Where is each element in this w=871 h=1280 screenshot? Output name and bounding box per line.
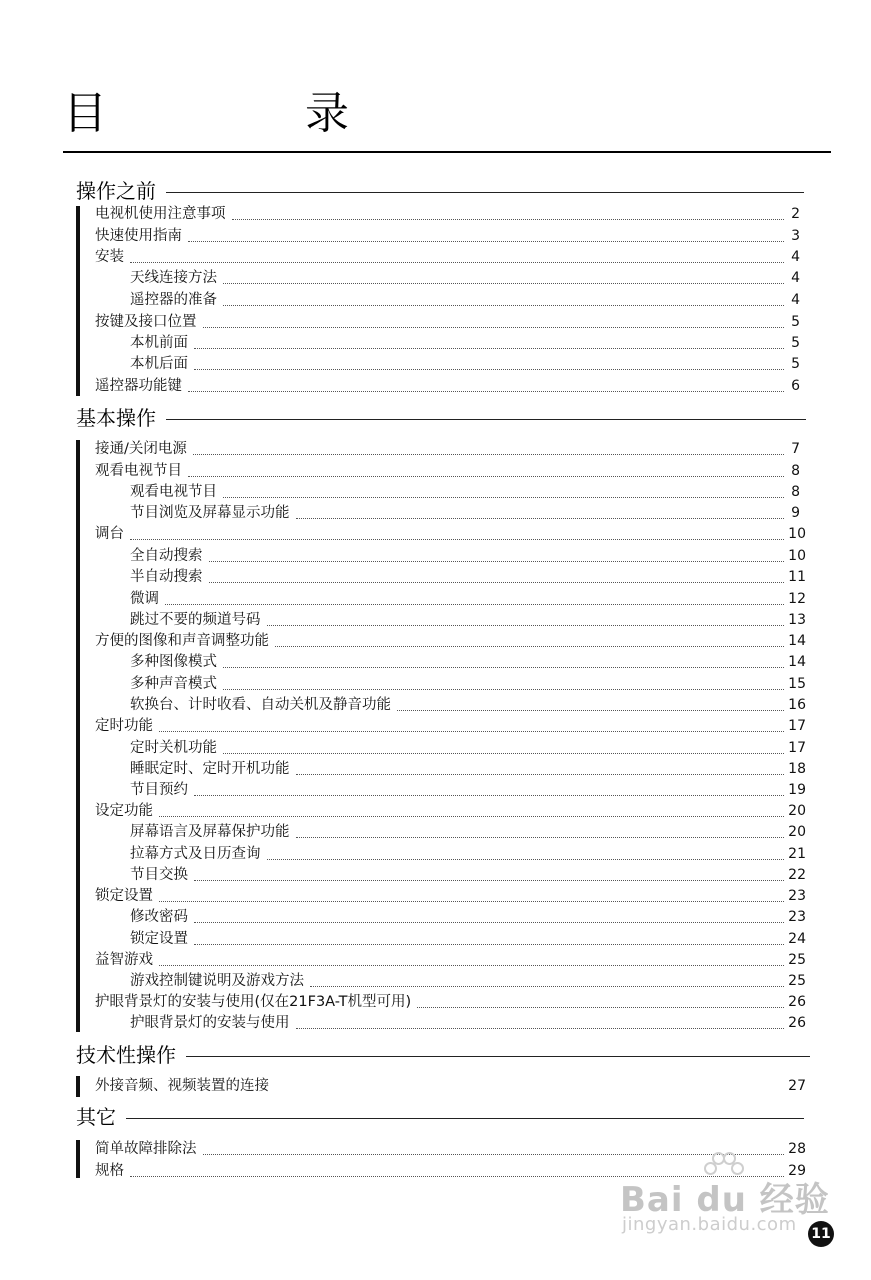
entry-page: 14 xyxy=(788,633,806,649)
dot-leader xyxy=(296,1028,785,1029)
dot-leader xyxy=(159,731,784,732)
entry-label: 定时功能 xyxy=(95,718,153,734)
dot-leader xyxy=(194,348,784,349)
dot-leader xyxy=(203,327,785,328)
section-title: 技术性操作 xyxy=(76,1043,176,1067)
toc-entry[interactable] xyxy=(95,716,806,737)
entry-label: 安装 xyxy=(95,249,124,265)
dot-leader xyxy=(159,901,784,902)
section-rule xyxy=(166,419,806,420)
entry-page: 27 xyxy=(788,1078,806,1094)
dot-leader xyxy=(165,604,784,605)
section-title: 基本操作 xyxy=(76,406,156,430)
entry-page: 24 xyxy=(788,931,806,947)
toc-entry[interactable] xyxy=(95,312,800,333)
toc-entry[interactable] xyxy=(95,886,806,907)
toc-entry[interactable] xyxy=(95,439,800,460)
section-rule xyxy=(126,1118,804,1119)
entry-page: 20 xyxy=(788,803,806,819)
entry-label: 本机前面 xyxy=(130,335,188,351)
toc-entry[interactable] xyxy=(95,226,800,247)
entry-page: 21 xyxy=(788,846,806,862)
entry-page: 5 xyxy=(791,356,800,372)
section-rule xyxy=(166,192,804,193)
entry-page: 12 xyxy=(788,591,806,607)
baidu-watermark xyxy=(620,1162,830,1252)
toc-subentry[interactable] xyxy=(130,780,806,801)
toc-entry[interactable] xyxy=(95,992,806,1013)
dot-leader xyxy=(194,944,784,945)
entry-label: 护眼背景灯的安装与使用 xyxy=(130,1015,290,1031)
entry-label: 半自动搜索 xyxy=(130,569,203,585)
dot-leader xyxy=(159,965,784,966)
entry-page: 13 xyxy=(788,612,806,628)
toc-entry[interactable] xyxy=(95,461,800,482)
entry-label: 天线连接方法 xyxy=(130,270,217,286)
section-title: 其它 xyxy=(76,1105,116,1129)
entry-page: 10 xyxy=(788,526,806,542)
toc-subentry[interactable] xyxy=(130,268,800,289)
section-heading-technical xyxy=(76,1042,810,1068)
entry-label: 护眼背景灯的安装与使用(仅在21F3A-T机型可用) xyxy=(95,994,412,1010)
entry-label: 快速使用指南 xyxy=(95,228,182,244)
entry-label: 游戏控制键说明及游戏方法 xyxy=(130,973,304,989)
dot-leader xyxy=(223,283,784,284)
entry-page: 15 xyxy=(788,676,806,692)
title-rule xyxy=(63,151,831,153)
entry-page: 5 xyxy=(791,314,800,330)
dot-leader xyxy=(194,369,784,370)
entry-label: 益智游戏 xyxy=(95,952,153,968)
entry-page: 23 xyxy=(788,909,806,925)
dot-leader xyxy=(188,391,784,392)
entry-label: 调台 xyxy=(95,526,124,542)
entry-label: 观看电视节目 xyxy=(95,463,182,479)
toc-subentry[interactable] xyxy=(130,354,800,375)
entry-label: 方便的图像和声音调整功能 xyxy=(95,633,269,649)
toc-subentry[interactable] xyxy=(130,844,806,865)
entry-page: 6 xyxy=(791,378,800,394)
section-bar xyxy=(76,1140,80,1178)
toc-subentry[interactable] xyxy=(130,503,800,524)
entry-page: 18 xyxy=(788,761,806,777)
toc-entry[interactable] xyxy=(95,801,806,822)
entry-label: 遥控器功能键 xyxy=(95,378,182,394)
toc-subentry[interactable] xyxy=(130,865,806,886)
entry-label: 跳过不要的频道号码 xyxy=(130,612,261,628)
section-heading-basic xyxy=(76,405,806,431)
entry-page: 3 xyxy=(791,228,800,244)
toc-subentry[interactable] xyxy=(130,738,806,759)
entry-page: 17 xyxy=(788,740,806,756)
entry-label: 屏幕语言及屏幕保护功能 xyxy=(130,824,290,840)
entry-page: 4 xyxy=(791,249,800,265)
entry-page: 2 xyxy=(791,206,800,222)
toc-entry[interactable] xyxy=(95,204,800,225)
page-title: 目 录 xyxy=(63,88,441,139)
toc-subentry[interactable] xyxy=(130,674,806,695)
entry-label: 观看电视节目 xyxy=(130,484,217,500)
toc-entry[interactable] xyxy=(95,1076,806,1097)
entry-page: 25 xyxy=(788,952,806,968)
entry-label: 睡眠定时、定时开机功能 xyxy=(130,761,290,777)
dot-leader xyxy=(417,1007,784,1008)
entry-page: 11 xyxy=(788,569,806,585)
entry-label: 设定功能 xyxy=(95,803,153,819)
entry-label: 软换台、计时收看、自动关机及静音功能 xyxy=(130,697,391,713)
dot-leader xyxy=(275,646,784,647)
dot-leader xyxy=(223,753,784,754)
toc-entry[interactable] xyxy=(95,247,800,268)
entry-label: 节目预约 xyxy=(130,782,188,798)
toc-entry[interactable] xyxy=(95,376,800,397)
entry-label: 锁定设置 xyxy=(95,888,153,904)
dot-leader xyxy=(296,518,785,519)
entry-page: 4 xyxy=(791,270,800,286)
entry-label: 定时关机功能 xyxy=(130,740,217,756)
dot-leader xyxy=(130,539,784,540)
toc-subentry[interactable] xyxy=(130,1013,806,1034)
entry-page: 8 xyxy=(791,484,800,500)
entry-label: 按键及接口位置 xyxy=(95,314,197,330)
dot-leader xyxy=(209,582,785,583)
page-number-badge: 11 xyxy=(808,1221,834,1247)
entry-page: 17 xyxy=(788,718,806,734)
entry-label: 全自动搜索 xyxy=(130,548,203,564)
toc-subentry[interactable] xyxy=(130,652,806,673)
entry-label: 多种声音模式 xyxy=(130,676,217,692)
toc-subentry[interactable] xyxy=(130,546,806,567)
entry-label: 接通/关闭电源 xyxy=(95,441,187,457)
entry-label: 规格 xyxy=(95,1163,124,1179)
toc-subentry[interactable] xyxy=(130,567,806,588)
dot-leader xyxy=(194,795,784,796)
dot-leader xyxy=(267,625,785,626)
dot-leader xyxy=(188,476,784,477)
entry-label: 修改密码 xyxy=(130,909,188,925)
entry-page: 7 xyxy=(791,441,800,457)
toc-entry[interactable] xyxy=(95,950,806,971)
dot-leader xyxy=(397,710,784,711)
dot-leader xyxy=(223,497,784,498)
toc-entry[interactable] xyxy=(95,524,806,545)
entry-page: 16 xyxy=(788,697,806,713)
section-bar xyxy=(76,1076,80,1097)
toc-subentry[interactable] xyxy=(130,822,806,843)
section-rule xyxy=(186,1056,810,1057)
watermark-url: jingyan.baidu.com xyxy=(622,1214,797,1235)
entry-label: 多种图像模式 xyxy=(130,654,217,670)
toc-subentry[interactable] xyxy=(130,610,806,631)
entry-page: 14 xyxy=(788,654,806,670)
section-heading-other xyxy=(76,1104,804,1130)
dot-leader xyxy=(296,774,785,775)
toc-subentry[interactable] xyxy=(130,695,806,716)
toc-subentry[interactable] xyxy=(130,290,800,311)
section-bar xyxy=(76,440,80,1032)
entry-page: 5 xyxy=(791,335,800,351)
entry-page: 8 xyxy=(791,463,800,479)
toc-subentry[interactable] xyxy=(130,589,806,610)
dot-leader xyxy=(223,689,784,690)
entry-label: 锁定设置 xyxy=(130,931,188,947)
entry-page: 26 xyxy=(788,994,806,1010)
dot-leader xyxy=(223,305,784,306)
dot-leader xyxy=(310,986,784,987)
entry-page: 23 xyxy=(788,888,806,904)
entry-label: 拉幕方式及日历查询 xyxy=(130,846,261,862)
toc-subentry[interactable] xyxy=(130,333,800,354)
entry-label: 外接音频、视频装置的连接 xyxy=(95,1078,269,1094)
entry-label: 微调 xyxy=(130,591,159,607)
entry-label: 电视机使用注意事项 xyxy=(95,206,226,222)
dot-leader xyxy=(296,837,785,838)
dot-leader xyxy=(267,859,785,860)
dot-leader xyxy=(159,816,784,817)
watermark-logo: Bai du 经验 xyxy=(620,1180,830,1220)
entry-page: 26 xyxy=(788,1015,806,1031)
toc-entry[interactable] xyxy=(95,631,806,652)
toc-subentry[interactable] xyxy=(130,759,806,780)
entry-page: 29 xyxy=(788,1163,806,1179)
dot-leader xyxy=(203,1154,785,1155)
dot-leader xyxy=(209,561,785,562)
toc-subentry[interactable] xyxy=(130,929,806,950)
dot-leader xyxy=(194,880,784,881)
section-title: 操作之前 xyxy=(76,179,156,203)
dot-leader xyxy=(193,454,784,455)
entry-label: 节目交换 xyxy=(130,867,188,883)
toc-entry[interactable] xyxy=(95,1139,806,1160)
entry-page: 9 xyxy=(791,505,800,521)
dot-leader xyxy=(130,262,784,263)
entry-page: 19 xyxy=(788,782,806,798)
section-bar xyxy=(76,206,80,396)
dot-leader xyxy=(194,922,784,923)
entry-page: 4 xyxy=(791,292,800,308)
toc-subentry[interactable] xyxy=(130,907,806,928)
entry-label: 简单故障排除法 xyxy=(95,1141,197,1157)
entry-page: 10 xyxy=(788,548,806,564)
entry-label: 本机后面 xyxy=(130,356,188,372)
toc-subentry[interactable] xyxy=(130,482,800,503)
entry-page: 25 xyxy=(788,973,806,989)
section-heading-before xyxy=(76,178,804,204)
entry-label: 节目浏览及屏幕显示功能 xyxy=(130,505,290,521)
entry-page: 22 xyxy=(788,867,806,883)
toc-subentry[interactable] xyxy=(130,971,806,992)
entry-page: 20 xyxy=(788,824,806,840)
dot-leader xyxy=(232,219,785,220)
entry-label: 遥控器的准备 xyxy=(130,292,217,308)
dot-leader xyxy=(188,241,784,242)
dot-leader xyxy=(223,667,784,668)
entry-page: 28 xyxy=(788,1141,806,1157)
